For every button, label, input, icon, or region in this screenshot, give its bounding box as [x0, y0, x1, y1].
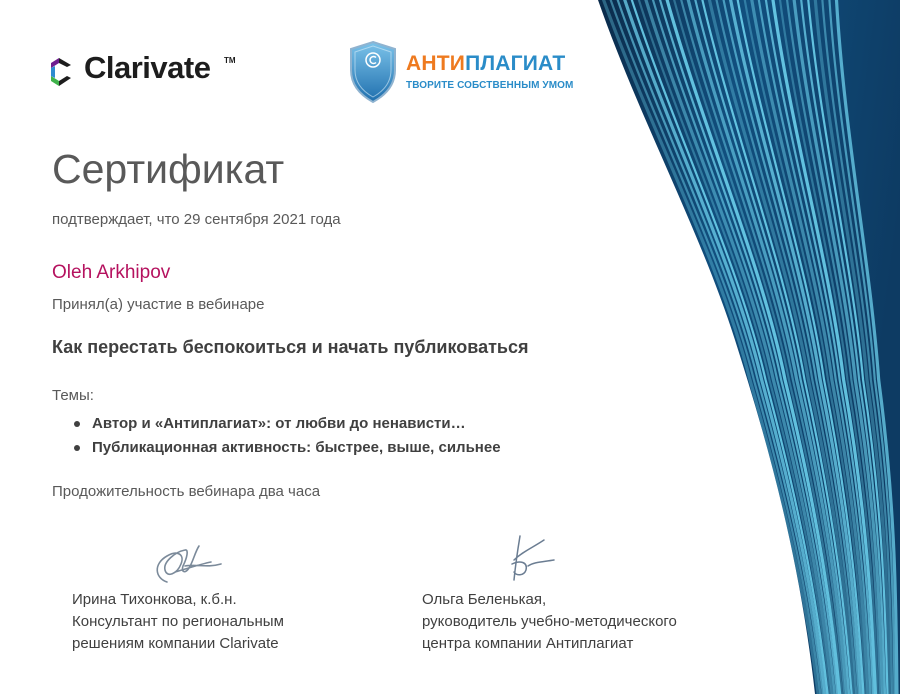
bullet-icon	[74, 421, 80, 427]
topics-label: Темы:	[52, 387, 94, 404]
antiplagiat-wordmark: АНТИПЛАГИАТ	[406, 52, 566, 75]
topic-text: Публикационная активность: быстрее, выше, сильнее	[92, 439, 501, 456]
clarivate-logo	[46, 52, 246, 94]
signatory-clarivate	[72, 589, 284, 655]
signatory-name: Ирина Тихонкова, к.б.н.	[72, 591, 237, 608]
bullet-icon	[74, 445, 80, 451]
participation-text: Принял(а) участие в вебинаре	[52, 296, 265, 313]
signatory-name: Ольга Беленькая,	[422, 591, 547, 608]
signatory-antiplagiat	[422, 589, 677, 655]
duration-text: Продожительность вебинара два часа	[52, 483, 321, 500]
signatory-role: руководитель учебно-методического	[422, 613, 677, 630]
clarivate-wordmark: Clarivate	[84, 50, 211, 85]
signatory-company: решениям компании Clarivate	[72, 635, 279, 652]
antiplagiat-logo	[348, 40, 588, 106]
certificate-title: Сертификат	[52, 146, 285, 192]
trademark-mark: TM	[224, 56, 236, 65]
signature-1-icon	[145, 538, 235, 590]
antiplagiat-shield-icon	[348, 40, 398, 104]
topic-text: Автор и «Антиплагиат»: от любви до ненависти…	[92, 415, 466, 432]
list-item	[74, 413, 501, 437]
clarivate-mark-icon	[46, 56, 78, 88]
signatory-company: центра компании Антиплагиат	[422, 635, 634, 652]
webinar-title: Как перестать беспокоиться и начать публиковаться	[52, 337, 529, 357]
confirmation-text: подтверждает, что 29 сентября 2021 года	[52, 211, 341, 228]
list-item	[74, 437, 501, 461]
recipient-name: Oleh Arkhipov	[52, 262, 171, 283]
signature-2-icon	[498, 530, 560, 586]
topics-list	[74, 413, 501, 461]
signatory-role: Консультант по региональным	[72, 613, 284, 630]
antiplagiat-tagline: ТВОРИТЕ СОБСТВЕННЫМ УМОМ	[406, 80, 574, 91]
